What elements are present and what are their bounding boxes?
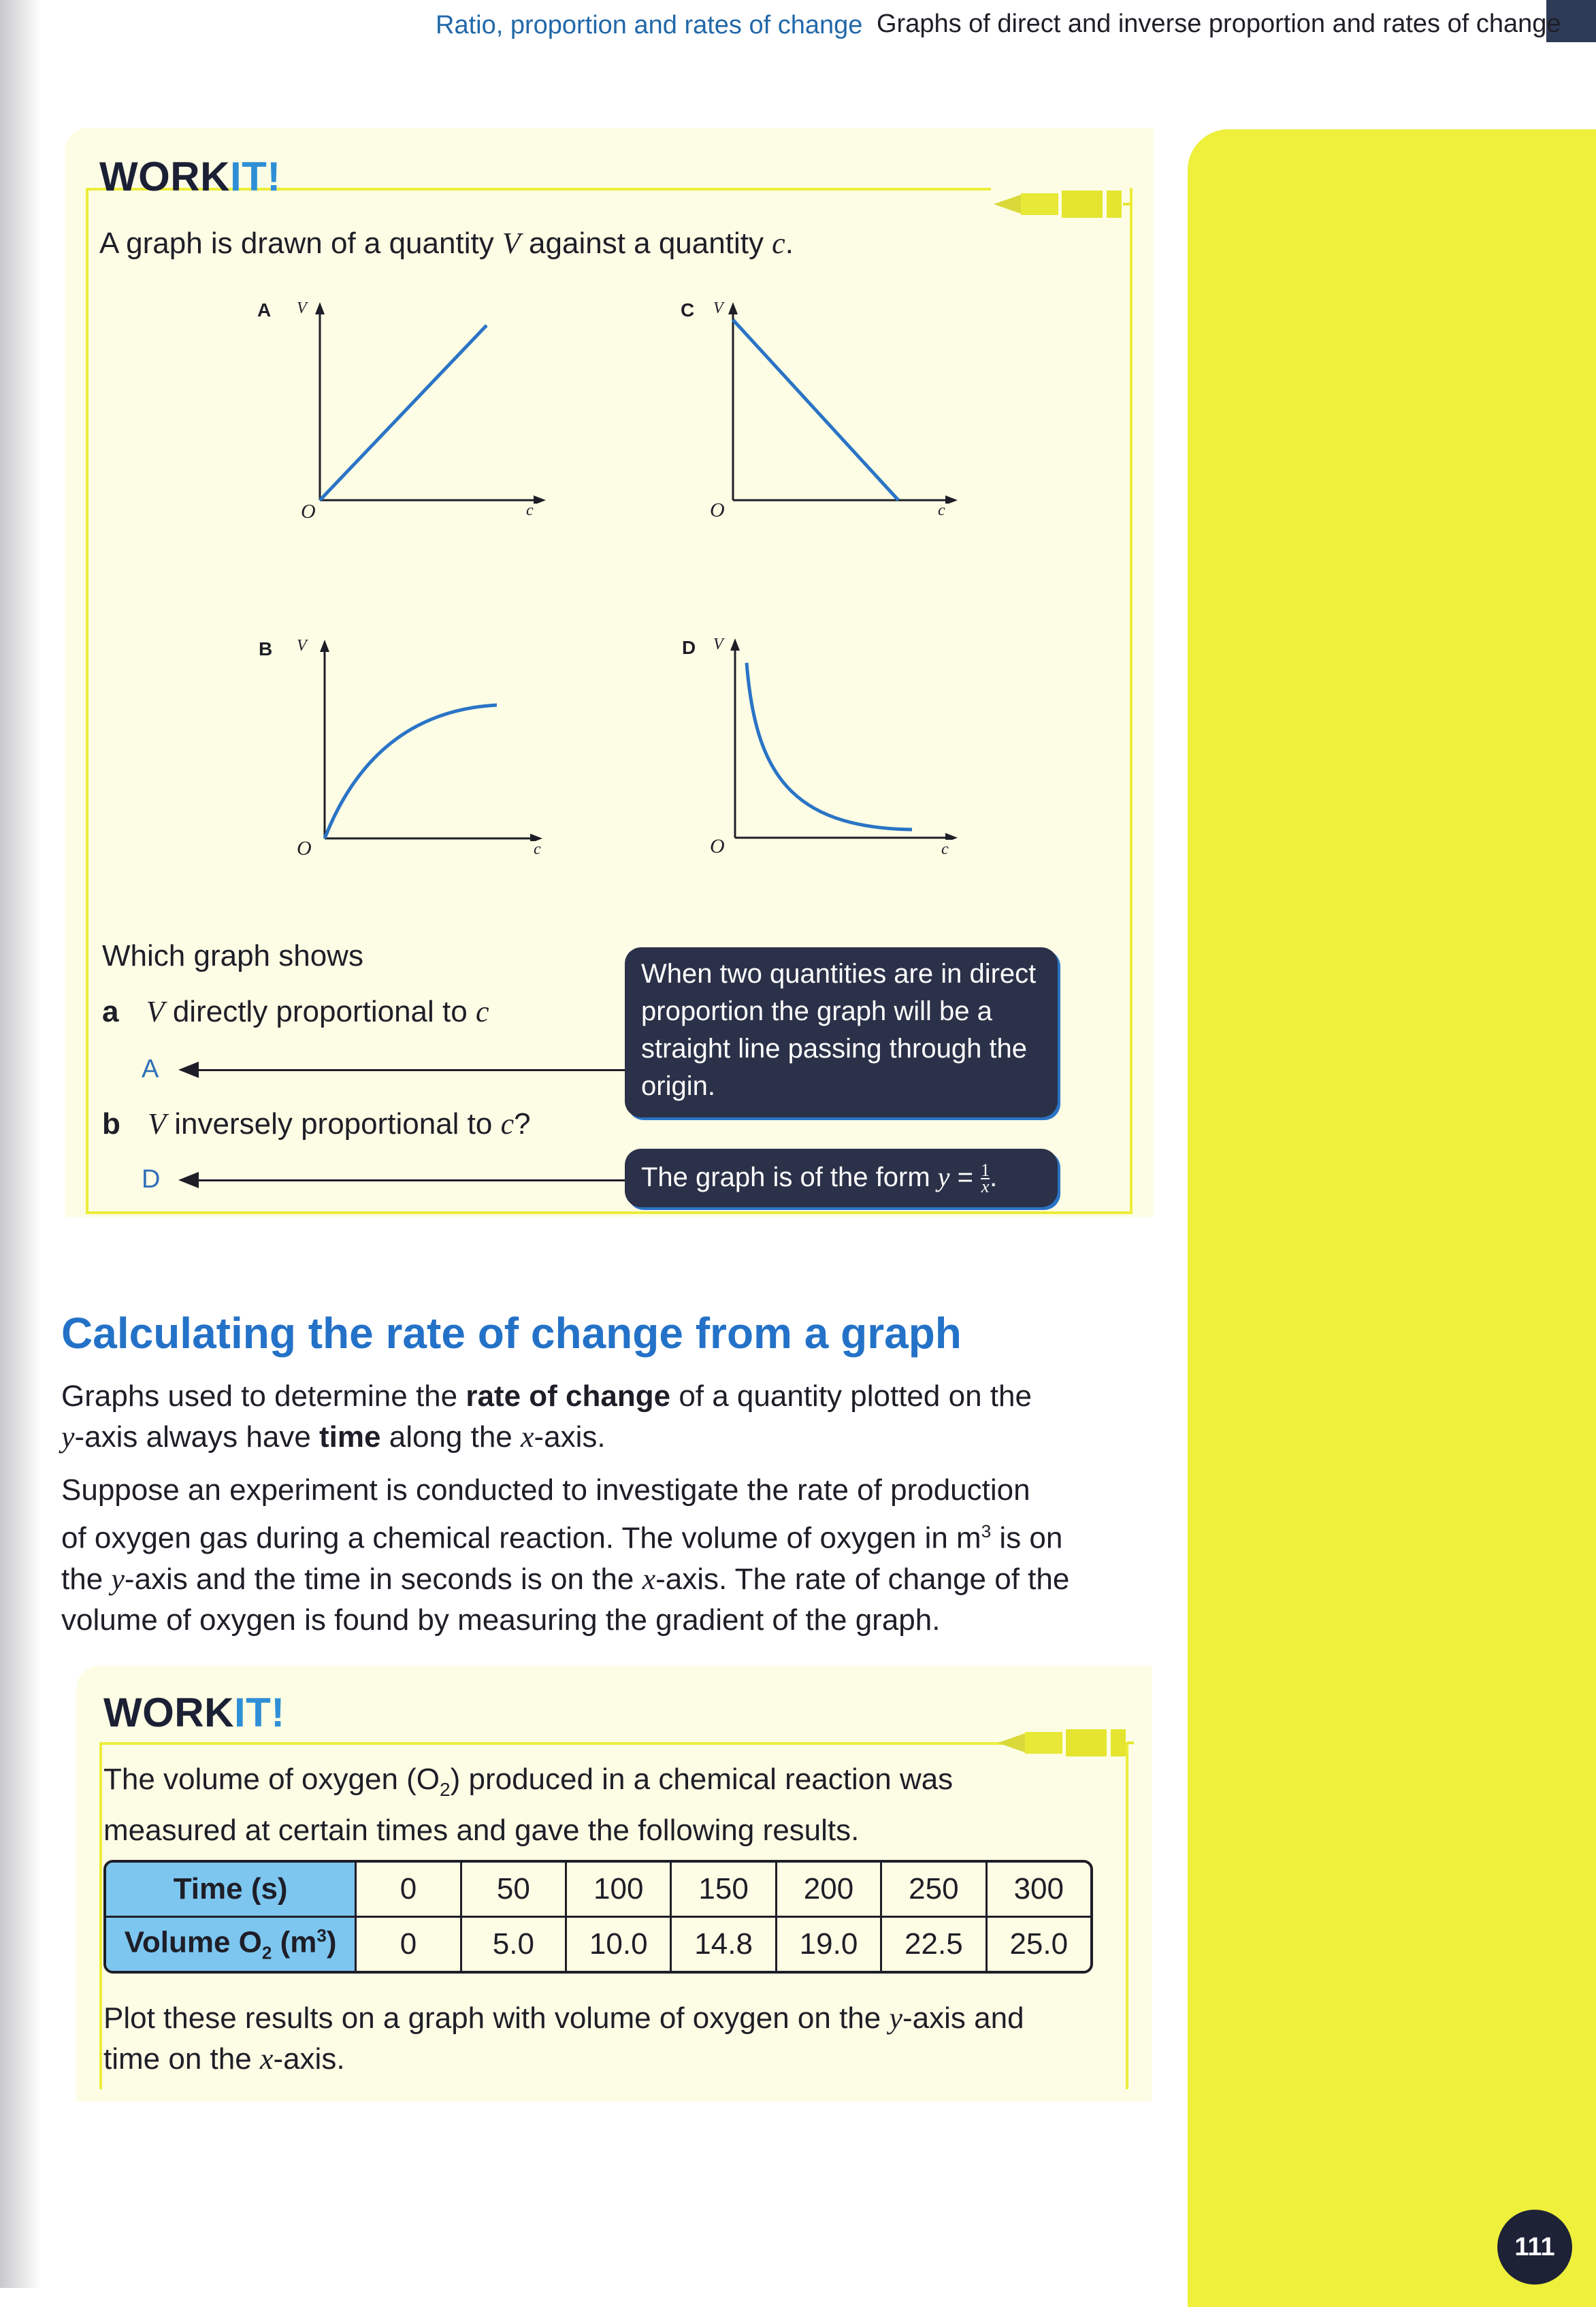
graph-b-x-arrow bbox=[530, 834, 542, 841]
section-heading: Calculating the rate of change from a graph bbox=[61, 1309, 962, 1358]
part-a-var2: c bbox=[475, 995, 489, 1028]
header-section: Graphs of direct and inverse proportion and rates of change bbox=[877, 10, 1561, 38]
table-row-volume bbox=[106, 1918, 1090, 1971]
intro-var-v: V bbox=[502, 227, 521, 260]
part-a-var: V bbox=[146, 995, 165, 1028]
answer-b: D bbox=[142, 1165, 161, 1194]
workit2-instruction bbox=[103, 1998, 1024, 2080]
p1-text: of a quantity plotted on the bbox=[670, 1379, 1032, 1413]
results-table bbox=[103, 1860, 1093, 1974]
tip-2-end: . bbox=[990, 1162, 998, 1192]
workit-frame-right-2 bbox=[1126, 1742, 1128, 2089]
outro-text: -axis and bbox=[902, 2001, 1024, 2035]
workit-title-1 bbox=[99, 153, 281, 200]
tip-2-denominator: x bbox=[981, 1177, 990, 1197]
intro-text: A graph is drawn of a quantity bbox=[99, 227, 502, 260]
workit-frame-left-2 bbox=[99, 1742, 102, 2089]
graph-b-y-label: V bbox=[297, 637, 307, 655]
p2-superscript: 3 bbox=[981, 1521, 992, 1541]
workit-title-2 bbox=[103, 1689, 285, 1736]
part-b-text: inversely proportional to bbox=[166, 1107, 501, 1141]
table-cell: 5.0 bbox=[462, 1918, 567, 1971]
graph-b-y-arrow bbox=[320, 640, 329, 652]
part-b-label: b bbox=[102, 1107, 120, 1141]
page-number: 111 bbox=[1497, 2210, 1572, 2285]
table-cell: 200 bbox=[777, 1863, 882, 1918]
graph-c-origin: O bbox=[710, 499, 725, 521]
graph-d-letter: D bbox=[682, 637, 696, 658]
graph-b-origin: O bbox=[297, 837, 312, 860]
table-row-time bbox=[106, 1863, 1090, 1918]
graph-c-x-arrow bbox=[945, 495, 958, 504]
arrow-a-line bbox=[195, 1069, 630, 1071]
question-part-b bbox=[102, 1104, 531, 1145]
pencil-icon bbox=[994, 180, 1130, 227]
question-part-a bbox=[102, 992, 489, 1032]
volume-header-superscript: 3 bbox=[316, 1925, 327, 1946]
tip-2-y: y bbox=[937, 1162, 950, 1192]
outro-text: time on the bbox=[103, 2042, 260, 2076]
p2-line-2-end: is on bbox=[991, 1521, 1063, 1555]
graph-d-curve bbox=[747, 663, 912, 830]
outro-text: -axis. bbox=[273, 2042, 345, 2076]
graph-c-letter: C bbox=[681, 299, 695, 321]
part-a-text: directly proportional to bbox=[164, 995, 476, 1028]
table-cell: 100 bbox=[567, 1863, 672, 1918]
part-b-var: V bbox=[148, 1107, 167, 1141]
section-paragraph-2 bbox=[61, 1470, 1177, 1641]
outro-var-x: x bbox=[259, 2042, 274, 2076]
graph-a-line bbox=[320, 325, 487, 500]
page-gutter-shadow bbox=[0, 0, 41, 2288]
pencil-icon bbox=[998, 1718, 1134, 1766]
volume-header-text: Volume O bbox=[124, 1925, 262, 1959]
workit-title-accent: IT! bbox=[229, 154, 281, 199]
intro2-subscript: 2 bbox=[440, 1778, 451, 1800]
question-prompt: Which graph shows bbox=[102, 939, 363, 972]
graph-d-origin: O bbox=[710, 835, 725, 857]
graph-d bbox=[715, 636, 966, 840]
p2-line-3-end: -axis. The rate of change of the bbox=[655, 1562, 1070, 1596]
table-header-time: Time (s) bbox=[106, 1863, 357, 1918]
table-cell: 150 bbox=[672, 1863, 777, 1918]
volume-header-subscript: 2 bbox=[261, 1942, 272, 1963]
p1-bold-time: time bbox=[319, 1420, 381, 1454]
workit-title-main: WORK bbox=[103, 1690, 234, 1735]
p2-line-2: of oxygen gas during a chemical reaction. The volume of oxygen in m bbox=[61, 1521, 981, 1555]
graph-c bbox=[715, 299, 966, 504]
graph-b bbox=[299, 637, 551, 841]
table-header-volume bbox=[106, 1918, 357, 1971]
table-cell: 22.5 bbox=[882, 1918, 987, 1971]
p2-var-x: x bbox=[642, 1562, 656, 1596]
graph-a bbox=[299, 299, 551, 504]
graph-a-origin: O bbox=[301, 500, 316, 523]
section-paragraph-1 bbox=[61, 1376, 1150, 1458]
graph-a-x-label: c bbox=[526, 502, 534, 519]
table-cell: 14.8 bbox=[672, 1918, 777, 1971]
outro-text: Plot these results on a graph with volume of oxygen on the bbox=[103, 2001, 890, 2035]
graph-a-letter: A bbox=[257, 299, 272, 321]
graph-d-x-arrow bbox=[945, 833, 958, 840]
table-cell: 300 bbox=[988, 1863, 1090, 1918]
table-cell: 19.0 bbox=[777, 1918, 882, 1971]
tip-2-eq: = bbox=[949, 1162, 981, 1192]
graph-b-x-label: c bbox=[534, 840, 541, 858]
p1-text: -axis always have bbox=[74, 1420, 320, 1454]
graph-d-x-label: c bbox=[941, 840, 949, 858]
graph-c-x-label: c bbox=[938, 502, 945, 519]
p1-bold-rate: rate of change bbox=[466, 1379, 671, 1413]
graph-c-y-arrow bbox=[728, 302, 738, 314]
header-chapter: Ratio, proportion and rates of change bbox=[436, 11, 863, 39]
answer-a: A bbox=[142, 1055, 159, 1083]
arrow-b-line bbox=[195, 1179, 630, 1181]
intro2-text: The volume of oxygen (O bbox=[103, 1763, 440, 1796]
table-cell: 250 bbox=[882, 1863, 987, 1918]
workit-title-accent: IT! bbox=[233, 1690, 285, 1735]
table-cell: 10.0 bbox=[567, 1918, 672, 1971]
p2-line-4: volume of oxygen is found by measuring the gradient of the graph. bbox=[61, 1603, 941, 1637]
graph-d-y-label: V bbox=[713, 636, 723, 653]
graph-c-line bbox=[733, 320, 898, 500]
workit-title-main: WORK bbox=[99, 154, 230, 199]
p2-line-3: the bbox=[61, 1562, 112, 1596]
table-cell: 25.0 bbox=[1009, 1927, 1069, 1961]
intro-text: . bbox=[785, 227, 794, 260]
table-cell: 0 bbox=[357, 1863, 461, 1918]
intro-var-c: c bbox=[772, 227, 785, 260]
p1-text: -axis. bbox=[534, 1420, 606, 1454]
volume-header-text: (m bbox=[272, 1925, 317, 1959]
part-b-end: ? bbox=[514, 1107, 531, 1141]
graph-d-y-arrow bbox=[730, 638, 740, 651]
workit1-intro bbox=[99, 223, 794, 264]
p2-line-1: Suppose an experiment is conducted to investigate the rate of production bbox=[61, 1473, 1030, 1507]
graph-b-letter: B bbox=[259, 638, 273, 659]
p2-line-3-mid: -axis and the time in seconds is on the bbox=[124, 1562, 642, 1596]
outro-var-y: y bbox=[889, 2001, 902, 2035]
intro2-text: ) produced in a chemical reaction was bbox=[450, 1763, 954, 1796]
margin-panel bbox=[1188, 129, 1596, 2307]
p1-var-x: x bbox=[521, 1420, 534, 1454]
workit2-intro bbox=[103, 1759, 953, 1851]
tip-2-numerator: 1 bbox=[981, 1160, 990, 1181]
graph-b-curve bbox=[325, 705, 497, 838]
table-cell: 0 bbox=[357, 1918, 461, 1971]
graph-a-y-label: V bbox=[297, 299, 307, 317]
workit-frame-top-2 bbox=[99, 1742, 1005, 1745]
graph-c-y-label: V bbox=[713, 299, 723, 317]
p1-text: along the bbox=[380, 1420, 521, 1454]
intro2-line-2: measured at certain times and gave the following results. bbox=[103, 1813, 860, 1847]
intro-text: against a quantity bbox=[520, 227, 772, 260]
tip-box-direct-proportion bbox=[625, 947, 1058, 1117]
tip-box-inverse-form bbox=[625, 1149, 1058, 1207]
graph-a-x-arrow bbox=[534, 495, 546, 504]
p1-text: Graphs used to determine the bbox=[61, 1379, 466, 1413]
part-a-label: a bbox=[102, 995, 119, 1028]
table-cell: 50 bbox=[462, 1863, 567, 1918]
volume-header-text: ) bbox=[326, 1925, 337, 1959]
tip-2-fraction bbox=[981, 1160, 990, 1197]
graph-a-y-arrow bbox=[315, 302, 325, 314]
part-b-var2: c bbox=[500, 1107, 515, 1141]
tip-2-text: The graph is of the form bbox=[641, 1162, 938, 1192]
p2-var-y: y bbox=[111, 1562, 125, 1596]
tip-1-text: When two quantities are in direct proportion the graph will be a straight line passing through the origin. bbox=[641, 959, 1037, 1101]
p1-var-y: y bbox=[61, 1420, 75, 1454]
